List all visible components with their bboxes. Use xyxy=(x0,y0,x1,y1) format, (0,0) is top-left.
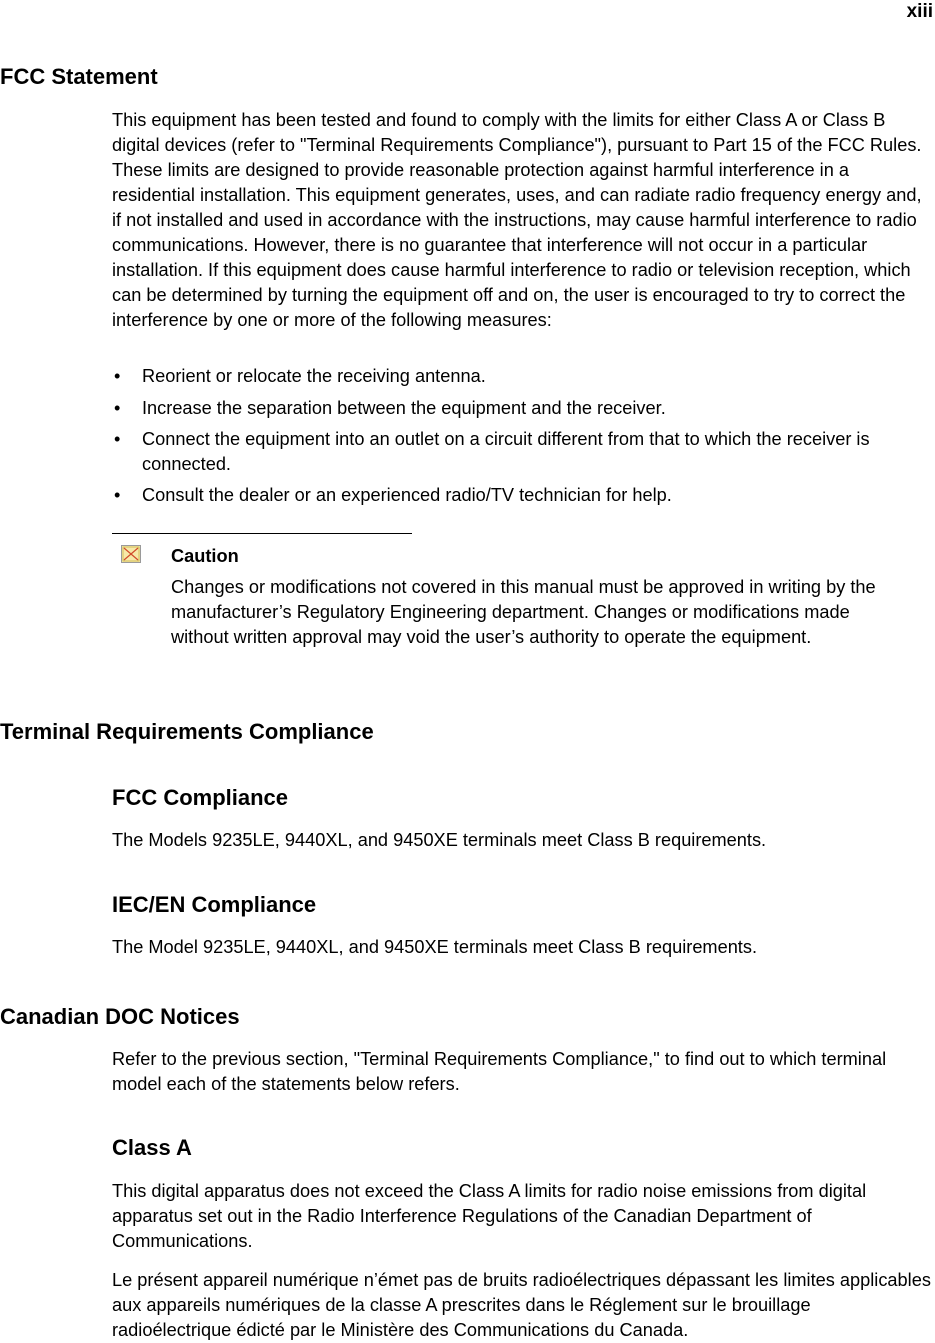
canadian-doc-intro: Refer to the previous section, "Terminal Requirements Compliance," to find out to which terminal model each of the statements below refers. xyxy=(112,1049,887,1094)
measure-text: Increase the separation between the equipment and the receiver. xyxy=(142,398,666,418)
caution-divider xyxy=(112,533,412,534)
fcc-statement-heading: FCC Statement xyxy=(0,64,158,89)
bullet-mark: • xyxy=(114,398,121,418)
bullet-mark: • xyxy=(114,429,121,449)
measure-text: Reorient or relocate the receiving antenna. xyxy=(142,366,486,386)
caution-icon xyxy=(121,545,141,563)
terminal-requirements-heading: Terminal Requirements Compliance xyxy=(0,719,374,744)
class-a-french-text: Le présent appareil numérique n’émet pas de bruits radioélectriques dépassant les limites applicables aux appareils numériques de la classe A prescrites dans le Réglement sur le brouillage radioélectrique édicté par le Ministère des Communications du Canada. xyxy=(112,1270,931,1340)
bullet-mark: • xyxy=(114,485,121,505)
fcc-compliance-heading: FCC Compliance xyxy=(112,785,289,810)
list-item xyxy=(112,396,932,421)
canadian-doc-heading: Canadian DOC Notices xyxy=(0,1004,240,1029)
iec-en-compliance-heading: IEC/EN Compliance xyxy=(112,892,317,917)
list-item xyxy=(112,483,932,508)
caution-text: Changes or modifications not covered in this manual must be approved in writing by the manufacturer’s Regulatory Engineering department. Changes or modifications made without written approval may void the user’s authority to operate the equipment. xyxy=(171,577,876,647)
page-number: xiii xyxy=(906,1,933,22)
measure-text: Connect the equipment into an outlet on a circuit different from that to which the receiver is connected. xyxy=(142,429,870,474)
iec-en-compliance-text: The Model 9235LE, 9440XL, and 9450XE terminals meet Class B requirements. xyxy=(112,937,758,957)
list-item xyxy=(112,364,932,389)
measure-text: Consult the dealer or an experienced radio/TV technician for help. xyxy=(142,485,672,505)
fcc-statement-paragraph: This equipment has been tested and found to comply with the limits for either Class A or Class B digital devices (refer to "Terminal Requirements Compliance"), pursuant to Part 15 of the FCC Rules. These limits are designed to provide reasonable protection against harmful interference in a residential installation. This equipment generates, uses, and can radiate radio frequency energy and, if not installed and used in accordance with the instructions, may cause harmful interference to radio communications. However, there is no guarantee that interference will not occur in a particular installation. If this equipment does cause harmful interference to radio or television reception, which can be determined by turning the equipment off and on, the user is encouraged to try to correct the interference by one or more of the following measures: xyxy=(112,110,922,330)
caution-title: Caution xyxy=(171,546,239,566)
class-a-heading: Class A xyxy=(112,1135,192,1160)
class-a-english-text: This digital apparatus does not exceed the Class A limits for radio noise emissions from digital apparatus set out in the Radio Interference Regulations of the Canadian Department of Communications. xyxy=(112,1181,867,1251)
list-item xyxy=(112,427,932,477)
bullet-mark: • xyxy=(114,366,121,386)
fcc-compliance-text: The Models 9235LE, 9440XL, and 9450XE terminals meet Class B requirements. xyxy=(112,830,767,850)
